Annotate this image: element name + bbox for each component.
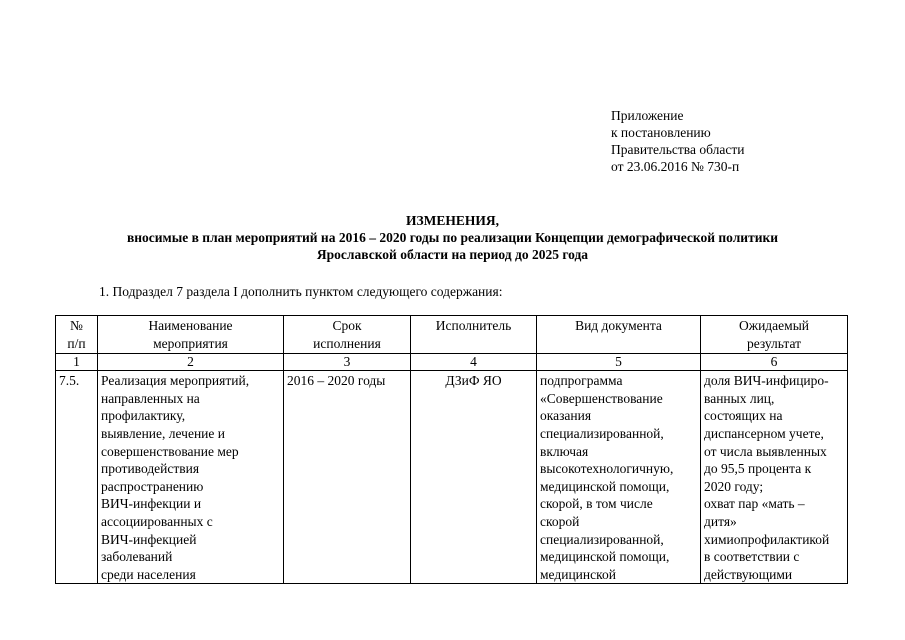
column-number-row — [56, 354, 848, 371]
header-cell-document: Вид документа — [537, 316, 701, 354]
column-number: 6 — [701, 354, 848, 371]
header-cell-number: № п/п — [56, 316, 98, 354]
executor-cell: ДЗиФ ЯО — [411, 371, 537, 584]
table-row — [56, 371, 848, 584]
document-heading — [0, 212, 905, 263]
column-number: 2 — [98, 354, 284, 371]
row-number: 7.5. — [56, 371, 98, 584]
column-number: 5 — [537, 354, 701, 371]
header-cell-name: Наименование мероприятия — [98, 316, 284, 354]
document-subtitle-line-1: вносимые в план мероприятий на 2016 – 2020 годы по реализации Концепции демографической политики — [126, 230, 779, 245]
expected-result-cell: доля ВИЧ-инфициро- ванных лиц, состоящих на диспансерном учете, от числа выявленных до 95,5 процента к 2020 году; охват пар «мать – дитя» химиопрофилактикой в соответствии с действующими — [701, 371, 848, 584]
appendix-line: от 23.06.2016 № 730-п — [611, 159, 740, 174]
intro-paragraph: 1. Подраздел 7 раздела I дополнить пунктом следующего содержания: — [99, 284, 503, 299]
header-cell-result: Ожидаемый результат — [701, 316, 848, 354]
appendix-line: Правительства области — [611, 142, 745, 157]
appendix-line: к постановлению — [611, 125, 711, 140]
header-cell-executor: Исполнитель — [411, 316, 537, 354]
appendix-line: Приложение — [611, 108, 684, 123]
document-title: ИЗМЕНЕНИЯ, — [405, 213, 499, 228]
appendix-block — [611, 107, 744, 175]
column-number: 3 — [284, 354, 411, 371]
column-number: 1 — [56, 354, 98, 371]
table-header-row — [56, 316, 848, 354]
measure-name-cell: Реализация мероприятий, направленных на профилактику, выявление, лечение и совершенствование мер противодействия распространению ВИЧ-инфекции и ассоциированных с ВИЧ-инфекцией заболеваний среди населения — [98, 371, 284, 584]
document-type-cell: подпрограмма «Совершенствование оказания специализированной, включая высокотехнологичную, медицинской помощи, скорой, в том числе скорой специализированной, медицинской помощи, медицинской — [537, 371, 701, 584]
header-cell-term: Срок исполнения — [284, 316, 411, 354]
measures-table — [55, 315, 848, 584]
term-cell: 2016 – 2020 годы — [284, 371, 411, 584]
column-number: 4 — [411, 354, 537, 371]
document-subtitle-line-2: Ярославской области на период до 2025 года — [316, 247, 589, 262]
